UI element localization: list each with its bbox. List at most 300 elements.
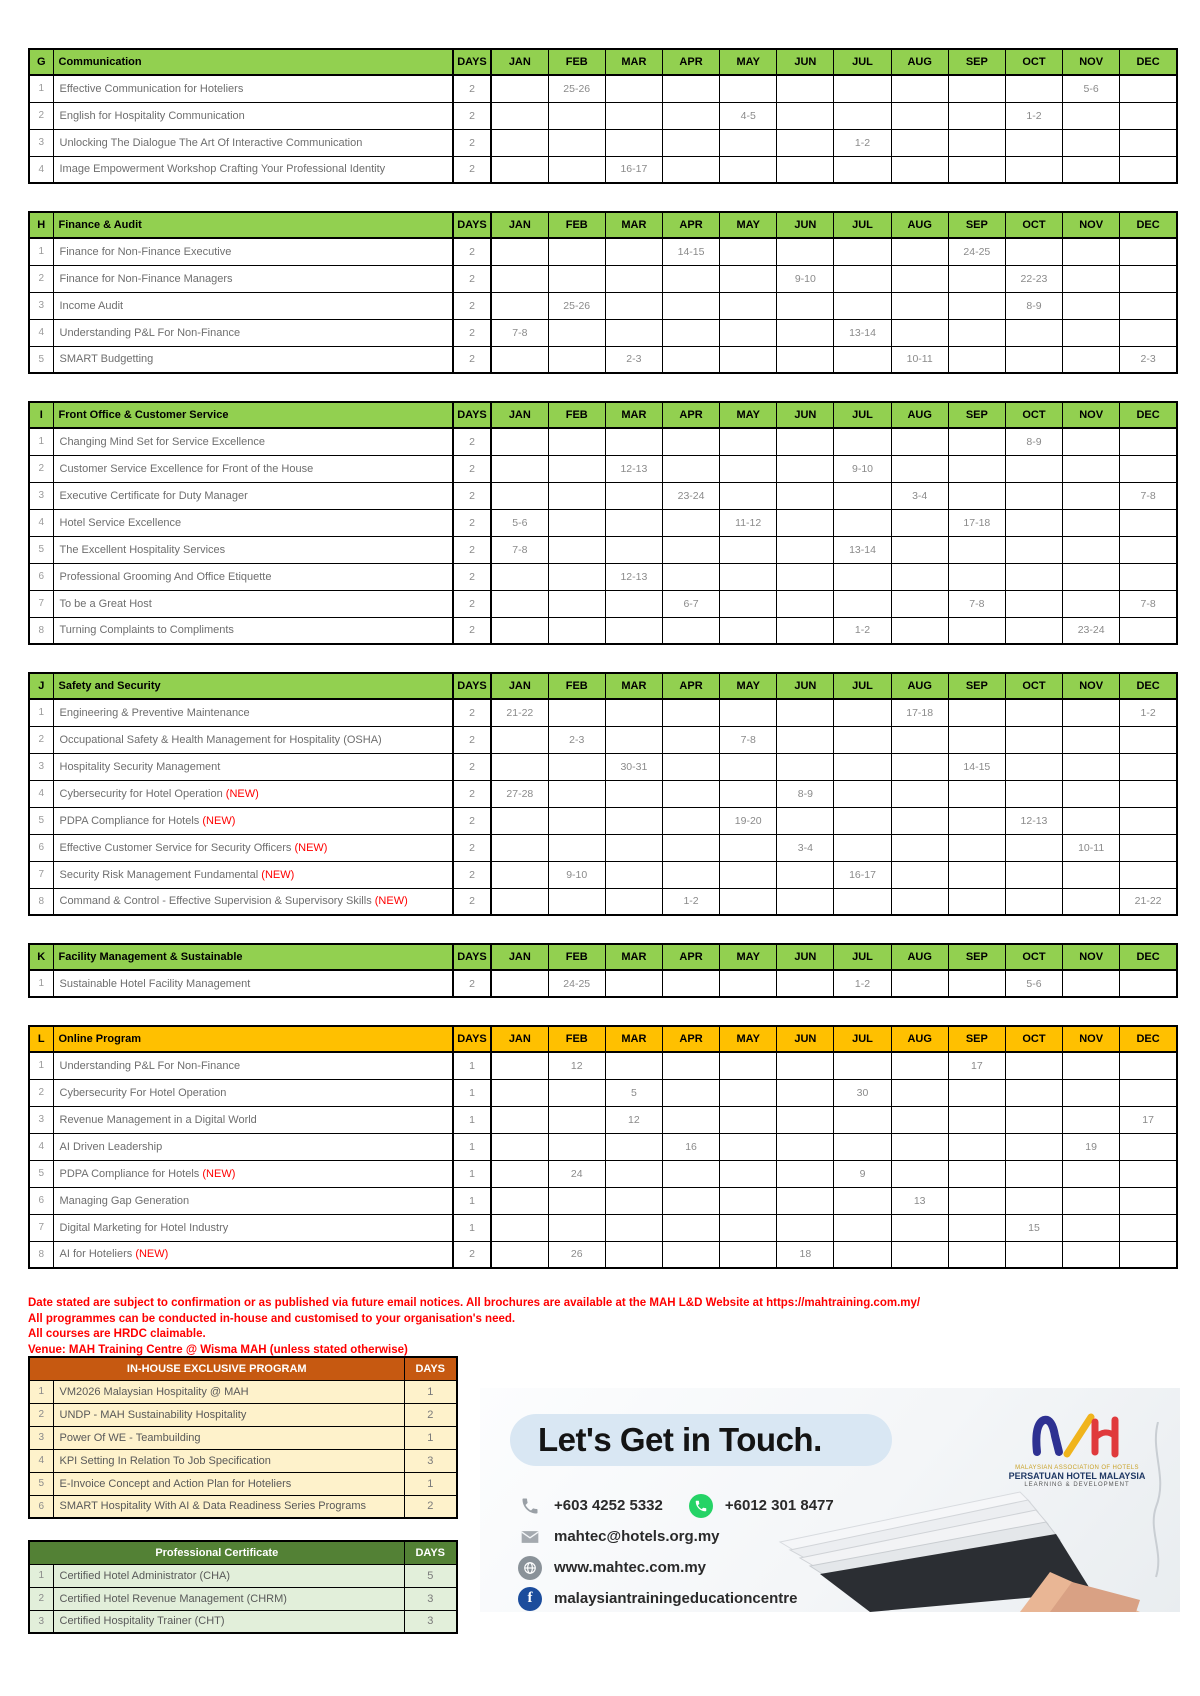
- date-cell-dec: [1120, 753, 1177, 780]
- email-row: [518, 1521, 834, 1552]
- date-cell-jun: [777, 1052, 834, 1079]
- date-cell-jun: [777, 699, 834, 726]
- date-cell-jun: 18: [777, 1241, 834, 1268]
- days-column-header: DAYS: [453, 1026, 491, 1052]
- program-number: 1: [29, 1380, 53, 1403]
- date-cell-jun: [777, 807, 834, 834]
- course-name: [53, 726, 453, 753]
- date-cell-oct: [1005, 617, 1062, 644]
- date-cell-jan: 5-6: [491, 509, 548, 536]
- date-cell-jun: 8-9: [777, 780, 834, 807]
- date-cell-feb: [548, 1133, 605, 1160]
- date-cell-dec: 7-8: [1120, 590, 1177, 617]
- date-cell-feb: [548, 319, 605, 346]
- date-cell-dec: [1120, 780, 1177, 807]
- date-cell-jul: 30: [834, 1079, 891, 1106]
- course-number: 2: [29, 1079, 53, 1106]
- date-cell-sep: [948, 319, 1005, 346]
- date-cell-jul: [834, 428, 891, 455]
- date-cell-mar: [605, 807, 662, 834]
- course-row: [29, 1133, 1177, 1160]
- date-cell-jun: [777, 455, 834, 482]
- contact-panel: [480, 1388, 1180, 1612]
- notes-block: [28, 1296, 1148, 1358]
- program-number: 2: [29, 1587, 53, 1610]
- date-cell-feb: [548, 455, 605, 482]
- course-name-text: Effective Customer Service for Security Officers: [59, 841, 292, 854]
- program-days: 5: [404, 1564, 457, 1587]
- date-cell-apr: [662, 102, 719, 129]
- date-cell-mar: [605, 1052, 662, 1079]
- course-days: 2: [453, 482, 491, 509]
- date-cell-dec: [1120, 428, 1177, 455]
- program-days: 3: [404, 1587, 457, 1610]
- date-cell-aug: 3-4: [891, 482, 948, 509]
- date-cell-feb: [548, 536, 605, 563]
- course-row: [29, 102, 1177, 129]
- date-cell-sep: [948, 617, 1005, 644]
- date-cell-oct: [1005, 563, 1062, 590]
- section-table-j: [28, 672, 1178, 916]
- month-header-may: MAY: [720, 402, 777, 428]
- date-cell-aug: [891, 1106, 948, 1133]
- date-cell-dec: [1120, 970, 1177, 997]
- course-name: [53, 102, 453, 129]
- course-number: 3: [29, 292, 53, 319]
- course-number: 4: [29, 1133, 53, 1160]
- website-url[interactable]: www.mahtec.com.my: [554, 1559, 706, 1576]
- course-name: [53, 590, 453, 617]
- program-number: 4: [29, 1449, 53, 1472]
- month-header-sep: SEP: [948, 1026, 1005, 1052]
- new-badge: (NEW): [261, 868, 295, 881]
- date-cell-aug: [891, 970, 948, 997]
- date-cell-aug: [891, 861, 948, 888]
- date-cell-may: [720, 834, 777, 861]
- date-cell-oct: 22-23: [1005, 265, 1062, 292]
- course-number: 5: [29, 807, 53, 834]
- date-cell-dec: 7-8: [1120, 482, 1177, 509]
- date-cell-jan: [491, 753, 548, 780]
- date-cell-nov: 23-24: [1063, 617, 1120, 644]
- date-cell-may: [720, 1187, 777, 1214]
- date-cell-feb: [548, 1187, 605, 1214]
- course-days: 2: [453, 1241, 491, 1268]
- date-cell-jul: [834, 1214, 891, 1241]
- date-cell-oct: 8-9: [1005, 428, 1062, 455]
- logo-name-line: PERSATUAN HOTEL MALAYSIA: [1008, 1471, 1146, 1481]
- date-cell-nov: [1063, 346, 1120, 373]
- month-header-mar: MAR: [605, 402, 662, 428]
- date-cell-mar: [605, 1187, 662, 1214]
- date-cell-aug: [891, 834, 948, 861]
- date-cell-mar: [605, 428, 662, 455]
- date-cell-feb: 24: [548, 1160, 605, 1187]
- course-number: 6: [29, 1187, 53, 1214]
- date-cell-apr: [662, 753, 719, 780]
- program-days: 3: [404, 1610, 457, 1633]
- inhouse-table: [28, 1356, 458, 1519]
- date-cell-oct: [1005, 1106, 1062, 1133]
- website-row: [518, 1552, 834, 1583]
- inhouse-row: [29, 1403, 457, 1426]
- date-cell-sep: [948, 265, 1005, 292]
- date-cell-nov: [1063, 238, 1120, 265]
- course-name-text: Occupational Safety & Health Management for Hospitality (OSHA): [59, 733, 382, 746]
- course-name-text: AI Driven Leadership: [59, 1140, 163, 1153]
- date-cell-feb: 25-26: [548, 75, 605, 102]
- date-cell-nov: [1063, 292, 1120, 319]
- month-header-jul: JUL: [834, 49, 891, 75]
- inhouse-title: IN-HOUSE EXCLUSIVE PROGRAM: [29, 1357, 404, 1380]
- date-cell-mar: [605, 319, 662, 346]
- course-row: [29, 482, 1177, 509]
- date-cell-mar: [605, 861, 662, 888]
- month-header-jun: JUN: [777, 944, 834, 970]
- whatsapp-number[interactable]: +6012 301 8477: [724, 1497, 834, 1514]
- course-number: 6: [29, 563, 53, 590]
- date-cell-dec: [1120, 238, 1177, 265]
- course-name-text: Sustainable Hotel Facility Management: [59, 977, 251, 990]
- contact-list: [518, 1490, 834, 1612]
- date-cell-aug: [891, 617, 948, 644]
- date-cell-dec: [1120, 861, 1177, 888]
- date-cell-may: [720, 482, 777, 509]
- date-cell-dec: [1120, 265, 1177, 292]
- date-cell-mar: [605, 970, 662, 997]
- month-header-may: MAY: [720, 49, 777, 75]
- date-cell-apr: [662, 455, 719, 482]
- course-days: 2: [453, 536, 491, 563]
- course-name: [53, 428, 453, 455]
- date-cell-oct: [1005, 888, 1062, 915]
- month-header-aug: AUG: [891, 673, 948, 699]
- date-cell-jul: [834, 699, 891, 726]
- program-name: Power Of WE - Teambuilding: [53, 1426, 404, 1449]
- date-cell-jun: [777, 346, 834, 373]
- date-cell-may: [720, 1214, 777, 1241]
- course-row: [29, 861, 1177, 888]
- course-row: [29, 699, 1177, 726]
- date-cell-may: [720, 861, 777, 888]
- date-cell-jun: [777, 428, 834, 455]
- side-tables-block: [28, 1356, 456, 1634]
- logo-org-line: MALAYSIAN ASSOCIATION OF HOTELS: [1015, 1465, 1139, 1471]
- month-header-feb: FEB: [548, 402, 605, 428]
- date-cell-sep: [948, 1106, 1005, 1133]
- date-cell-jul: 13-14: [834, 536, 891, 563]
- month-header-jan: JAN: [491, 944, 548, 970]
- course-row: [29, 455, 1177, 482]
- month-header-aug: AUG: [891, 212, 948, 238]
- program-name: Certified Hotel Revenue Management (CHRM): [53, 1587, 404, 1610]
- date-cell-jul: 16-17: [834, 861, 891, 888]
- date-cell-jan: [491, 563, 548, 590]
- date-cell-sep: [948, 834, 1005, 861]
- date-cell-dec: [1120, 726, 1177, 753]
- date-cell-apr: [662, 536, 719, 563]
- date-cell-feb: 12: [548, 1052, 605, 1079]
- course-name: [53, 753, 453, 780]
- date-cell-sep: [948, 563, 1005, 590]
- date-cell-apr: [662, 319, 719, 346]
- date-cell-sep: [948, 861, 1005, 888]
- course-days: 2: [453, 346, 491, 373]
- date-cell-may: [720, 753, 777, 780]
- program-number: 1: [29, 1564, 53, 1587]
- course-row: [29, 238, 1177, 265]
- date-cell-jun: [777, 861, 834, 888]
- date-cell-mar: [605, 699, 662, 726]
- course-number: 3: [29, 129, 53, 156]
- month-header-nov: NOV: [1063, 944, 1120, 970]
- date-cell-jan: [491, 482, 548, 509]
- date-cell-feb: [548, 346, 605, 373]
- date-cell-aug: [891, 292, 948, 319]
- month-header-dec: DEC: [1120, 212, 1177, 238]
- date-cell-jul: 9: [834, 1160, 891, 1187]
- date-cell-oct: [1005, 753, 1062, 780]
- date-cell-apr: 6-7: [662, 590, 719, 617]
- course-days: 1: [453, 1187, 491, 1214]
- date-cell-may: [720, 563, 777, 590]
- date-cell-jul: [834, 292, 891, 319]
- course-name: [53, 129, 453, 156]
- course-number: 1: [29, 970, 53, 997]
- date-cell-oct: [1005, 1160, 1062, 1187]
- inhouse-days-header: DAYS: [404, 1357, 457, 1380]
- course-row: [29, 1052, 1177, 1079]
- date-cell-jul: [834, 807, 891, 834]
- course-days: 2: [453, 238, 491, 265]
- course-name: [53, 455, 453, 482]
- date-cell-mar: 2-3: [605, 346, 662, 373]
- course-number: 2: [29, 265, 53, 292]
- date-cell-apr: [662, 1187, 719, 1214]
- whatsapp-icon: [689, 1494, 713, 1518]
- course-row: [29, 807, 1177, 834]
- date-cell-feb: [548, 807, 605, 834]
- date-cell-feb: [548, 238, 605, 265]
- date-cell-jun: [777, 1079, 834, 1106]
- date-cell-jan: 7-8: [491, 536, 548, 563]
- inhouse-row: [29, 1472, 457, 1495]
- date-cell-jun: [777, 509, 834, 536]
- date-cell-apr: [662, 861, 719, 888]
- date-cell-sep: [948, 807, 1005, 834]
- date-cell-feb: [548, 699, 605, 726]
- get-in-touch-banner: [510, 1414, 892, 1466]
- date-cell-aug: [891, 590, 948, 617]
- date-cell-apr: [662, 129, 719, 156]
- date-cell-dec: [1120, 807, 1177, 834]
- date-cell-jul: [834, 1187, 891, 1214]
- course-name: [53, 75, 453, 102]
- date-cell-jan: [491, 726, 548, 753]
- course-number: 3: [29, 753, 53, 780]
- calendar-sections: [28, 48, 1200, 1269]
- course-name-text: SMART Budgetting: [59, 353, 154, 366]
- date-cell-jul: [834, 1133, 891, 1160]
- date-cell-nov: [1063, 726, 1120, 753]
- program-days: 1: [404, 1380, 457, 1403]
- course-name-text: PDPA Compliance for Hotels: [59, 1167, 200, 1180]
- course-name-text: Cybersecurity for Hotel Operation: [59, 787, 223, 800]
- date-cell-jan: [491, 617, 548, 644]
- month-header-oct: OCT: [1005, 212, 1062, 238]
- date-cell-apr: [662, 1079, 719, 1106]
- date-cell-feb: 24-25: [548, 970, 605, 997]
- section-letter: G: [29, 49, 53, 75]
- date-cell-sep: [948, 482, 1005, 509]
- course-row: [29, 753, 1177, 780]
- date-cell-apr: 23-24: [662, 482, 719, 509]
- date-cell-oct: 5-6: [1005, 970, 1062, 997]
- month-header-jun: JUN: [777, 673, 834, 699]
- facebook-handle[interactable]: malaysiantrainingeducationcentre: [554, 1590, 798, 1607]
- date-cell-aug: [891, 509, 948, 536]
- course-name: [53, 238, 453, 265]
- date-cell-sep: [948, 1133, 1005, 1160]
- date-cell-may: [720, 319, 777, 346]
- date-cell-may: [720, 1160, 777, 1187]
- date-cell-mar: [605, 265, 662, 292]
- course-name-text: Changing Mind Set for Service Excellence: [59, 435, 265, 448]
- date-cell-aug: 17-18: [891, 699, 948, 726]
- date-cell-mar: [605, 1160, 662, 1187]
- course-row: [29, 428, 1177, 455]
- course-number: 1: [29, 699, 53, 726]
- date-cell-jan: 7-8: [491, 319, 548, 346]
- course-name-text: Unlocking The Dialogue The Art Of Interactive Communication: [59, 136, 363, 149]
- month-header-aug: AUG: [891, 402, 948, 428]
- get-in-touch-heading: Let's Get in Touch.: [538, 1421, 822, 1458]
- course-name: [53, 156, 453, 183]
- date-cell-dec: [1120, 1214, 1177, 1241]
- date-cell-aug: [891, 536, 948, 563]
- date-cell-dec: [1120, 292, 1177, 319]
- month-header-aug: AUG: [891, 944, 948, 970]
- program-name: E-Invoice Concept and Action Plan for Hoteliers: [53, 1472, 404, 1495]
- month-header-feb: FEB: [548, 212, 605, 238]
- date-cell-feb: [548, 834, 605, 861]
- course-row: [29, 590, 1177, 617]
- course-name: [53, 1160, 453, 1187]
- date-cell-nov: [1063, 265, 1120, 292]
- month-header-dec: DEC: [1120, 944, 1177, 970]
- course-days: 1: [453, 1052, 491, 1079]
- month-header-nov: NOV: [1063, 673, 1120, 699]
- course-days: 2: [453, 75, 491, 102]
- course-days: 2: [453, 861, 491, 888]
- date-cell-mar: [605, 1133, 662, 1160]
- program-days: 2: [404, 1495, 457, 1518]
- course-name-text: Understanding P&L For Non-Finance: [59, 1059, 241, 1072]
- date-cell-jan: [491, 1052, 548, 1079]
- month-header-oct: OCT: [1005, 402, 1062, 428]
- date-cell-dec: [1120, 455, 1177, 482]
- section-title: Finance & Audit: [53, 212, 453, 238]
- course-row: [29, 617, 1177, 644]
- date-cell-feb: [548, 1079, 605, 1106]
- course-row: [29, 1187, 1177, 1214]
- program-name: Certified Hotel Administrator (CHA): [53, 1564, 404, 1587]
- month-header-jul: JUL: [834, 402, 891, 428]
- email-address[interactable]: mahtec@hotels.org.my: [554, 1528, 720, 1545]
- date-cell-feb: [548, 617, 605, 644]
- date-cell-may: [720, 699, 777, 726]
- footer-area: [0, 1352, 1200, 1696]
- course-row: [29, 1079, 1177, 1106]
- date-cell-jan: [491, 888, 548, 915]
- phone-number[interactable]: +603 4252 5332: [554, 1497, 663, 1514]
- date-cell-nov: [1063, 1187, 1120, 1214]
- date-cell-sep: [948, 1241, 1005, 1268]
- course-row: [29, 1214, 1177, 1241]
- date-cell-feb: 9-10: [548, 861, 605, 888]
- date-cell-mar: 30-31: [605, 753, 662, 780]
- section-letter: I: [29, 402, 53, 428]
- date-cell-sep: [948, 346, 1005, 373]
- date-cell-apr: [662, 1052, 719, 1079]
- date-cell-jul: [834, 753, 891, 780]
- date-cell-feb: [548, 156, 605, 183]
- course-name-text: Effective Communication for Hoteliers: [59, 82, 244, 95]
- date-cell-jun: [777, 238, 834, 265]
- course-days: 1: [453, 1106, 491, 1133]
- date-cell-apr: [662, 780, 719, 807]
- certificate-table: [28, 1540, 458, 1634]
- course-name: [53, 319, 453, 346]
- date-cell-aug: [891, 1052, 948, 1079]
- course-number: 3: [29, 482, 53, 509]
- date-cell-oct: [1005, 699, 1062, 726]
- date-cell-apr: [662, 428, 719, 455]
- course-name: [53, 861, 453, 888]
- course-row: [29, 319, 1177, 346]
- date-cell-aug: [891, 102, 948, 129]
- mah-logo: [1002, 1412, 1152, 1488]
- course-name-text: Command & Control - Effective Supervision & Supervisory Skills: [59, 895, 372, 908]
- date-cell-aug: [891, 428, 948, 455]
- course-name-text: Customer Service Excellence for Front of the House: [59, 462, 314, 475]
- date-cell-aug: [891, 1214, 948, 1241]
- date-cell-dec: [1120, 129, 1177, 156]
- mail-icon: [518, 1525, 542, 1549]
- date-cell-sep: 17-18: [948, 509, 1005, 536]
- month-header-apr: APR: [662, 49, 719, 75]
- month-header-mar: MAR: [605, 1026, 662, 1052]
- date-cell-oct: [1005, 780, 1062, 807]
- date-cell-dec: 2-3: [1120, 346, 1177, 373]
- program-name: VM2026 Malaysian Hospitality @ MAH: [53, 1380, 404, 1403]
- date-cell-nov: [1063, 563, 1120, 590]
- new-badge: (NEW): [374, 895, 408, 908]
- course-number: 1: [29, 238, 53, 265]
- date-cell-may: 7-8: [720, 726, 777, 753]
- course-name-text: To be a Great Host: [59, 597, 152, 610]
- date-cell-may: 19-20: [720, 807, 777, 834]
- course-row: [29, 509, 1177, 536]
- date-cell-nov: [1063, 888, 1120, 915]
- certificate-row: [29, 1587, 457, 1610]
- date-cell-dec: 1-2: [1120, 699, 1177, 726]
- date-cell-jan: [491, 75, 548, 102]
- date-cell-sep: [948, 1079, 1005, 1106]
- inhouse-table-host: [28, 1356, 456, 1519]
- month-header-jun: JUN: [777, 1026, 834, 1052]
- course-name: [53, 888, 453, 915]
